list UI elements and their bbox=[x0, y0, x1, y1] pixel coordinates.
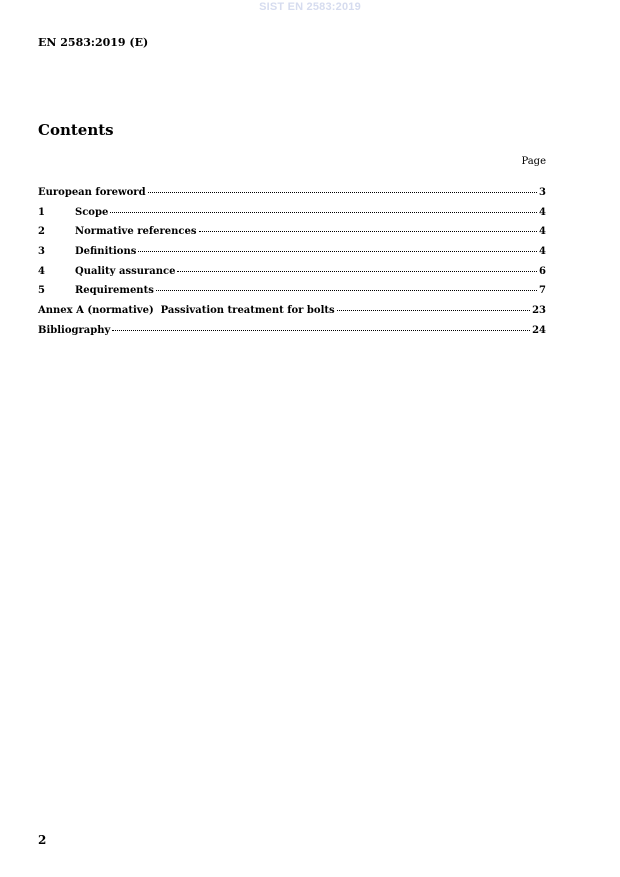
contents-title: Contents bbox=[38, 121, 114, 139]
toc-entry-number: 1 bbox=[38, 206, 45, 218]
toc-leader-dots bbox=[112, 330, 530, 331]
document-id: EN 2583:2019 (E) bbox=[38, 36, 149, 49]
toc-entry-label: Scope bbox=[75, 206, 109, 218]
page-number: 2 bbox=[38, 833, 47, 847]
toc-entry-label: Definitions bbox=[75, 246, 137, 258]
toc-entry-requirements[interactable] bbox=[38, 285, 546, 305]
toc-entry-bibliography[interactable] bbox=[38, 325, 546, 345]
page-column-label: Page bbox=[521, 156, 546, 167]
toc-entry-european-foreword[interactable] bbox=[38, 187, 546, 207]
toc-entry-number: 2 bbox=[38, 226, 45, 238]
toc-entry-annex-a[interactable] bbox=[38, 305, 546, 325]
toc-entry-label: European foreword bbox=[38, 187, 146, 198]
toc-entry-normative-references[interactable] bbox=[38, 226, 546, 246]
toc-entry-page: 23 bbox=[532, 305, 546, 317]
toc-entry-page: 6 bbox=[539, 265, 546, 277]
toc-entry-page: 24 bbox=[532, 324, 546, 336]
toc-entry-page: 4 bbox=[539, 206, 546, 218]
toc-entry-page: 3 bbox=[539, 187, 546, 198]
toc-entry-page: 7 bbox=[539, 285, 546, 297]
toc-entry-number: 4 bbox=[38, 265, 45, 277]
toc-entry-label: Annex A (normative) Passivation treatment for bolts bbox=[38, 305, 335, 317]
toc-entry-label: Quality assurance bbox=[75, 265, 176, 277]
toc-entry-page: 4 bbox=[539, 246, 546, 258]
toc-entry-definitions[interactable] bbox=[38, 246, 546, 266]
toc-entry-label: Bibliography bbox=[38, 324, 111, 336]
toc-leader-dots bbox=[337, 310, 530, 311]
toc-entry-number: 5 bbox=[38, 285, 45, 297]
watermark: SIST EN 2583:2019 bbox=[259, 1, 361, 13]
toc-leader-dots bbox=[148, 192, 537, 193]
toc-entry-quality-assurance[interactable] bbox=[38, 266, 546, 286]
toc-leader-dots bbox=[138, 251, 537, 252]
toc-leader-dots bbox=[177, 271, 537, 272]
toc-leader-dots bbox=[110, 212, 537, 213]
toc-entry-label: Requirements bbox=[75, 285, 154, 297]
toc-entry-number: 3 bbox=[38, 246, 45, 258]
toc-entry-scope[interactable] bbox=[38, 207, 546, 227]
toc-leader-dots bbox=[156, 290, 537, 291]
toc-leader-dots bbox=[199, 231, 538, 232]
table-of-contents bbox=[38, 187, 546, 345]
toc-entry-page: 4 bbox=[539, 226, 546, 238]
toc-entry-label: Normative references bbox=[75, 226, 197, 238]
